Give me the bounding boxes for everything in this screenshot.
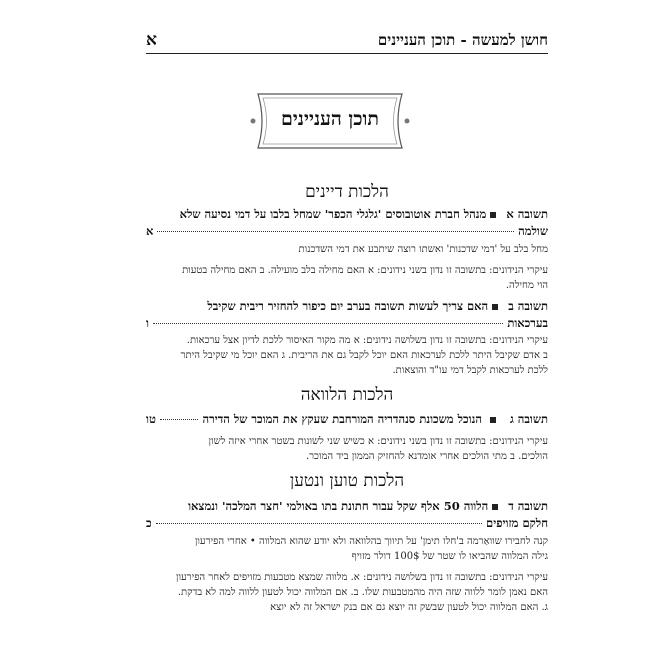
toc-entry[interactable] [146, 498, 548, 532]
entry-number: תשובה א [506, 207, 548, 221]
square-bullet-icon [492, 304, 498, 310]
entry-title-continued: חלקם מזויפים [486, 516, 548, 530]
entry-summary: עיקרי הנידונים: בתשובה זו נדון בשלושה נידונים: א. מלווה שמצא מטבעות מזויפים לאחר הפירעון [175, 572, 548, 583]
entry-summary: ללכת לערכאות לקבל דמי עו"ד והוצאות. [392, 365, 548, 376]
entry-title: הלווה 50 אלף שקל עבור חתונת בתו באולמי 'חצר המלכה' ונמצאו [188, 499, 489, 513]
entry-summary: גילה המלווה שהביאו לו שטר של 100$ דולר מזויף [351, 551, 548, 562]
entry-summary: מחל בלב על 'דמי שדכנות' ואשתו רוצה שיתבע את דמי השדכנות [298, 244, 548, 255]
section-heading: הלכות דיינים [305, 182, 389, 202]
entry-title: מנהל חברת אוטובוסים 'גלגלי הכפר' שמחל בלבו על דמי נסיעה שלא [179, 207, 487, 221]
toc-entry[interactable] [146, 206, 548, 240]
dot-leader [156, 522, 482, 524]
toc-entry[interactable] [146, 411, 548, 428]
entry-page: טו [146, 412, 156, 426]
entry-title-continued: שולמה [518, 224, 548, 238]
entry-summary: הוי מחילה. [505, 280, 548, 291]
title-cartouche [244, 88, 416, 154]
entry-title: הנוכל משכונת סנהדריה המורחבת שעקץ את המוכר של הדירה [202, 412, 482, 426]
entry-page: ו [146, 316, 149, 330]
section-heading: הלכות טוען ונטען [289, 471, 405, 491]
entry-number: תשובה ב [508, 299, 548, 313]
square-bullet-icon [492, 504, 498, 510]
entry-summary: ב אדם שקיבל היתר ללכת לערכאות האם יוכל לקבל גם את הריבית. ג האם יוכל מי שקיבל היתר [180, 350, 548, 361]
section-heading: הלכות הלוואה [300, 385, 394, 405]
entry-title: האם צריך לעשות תשובה בערב יום כיפור להחזיר ריבית שקיבל [207, 299, 489, 313]
entry-summary: עיקרי הנידונים: בתשובה זו נדון בשני נידונים: א כשיש שני לשונות בשטר אחרי איזה לשון [208, 436, 548, 447]
page-title: תוכן העניינים [280, 108, 380, 130]
entry-summary: האם נאמן לומר ללווה שזה היה מהמטבעות שלו. ב. אם המלווה יכול לטעון ללווה למה לא בדקת. [177, 587, 548, 598]
dot-leader [157, 230, 514, 232]
dot-leader [153, 322, 503, 324]
entry-summary: עיקרי הנידונים: בתשובה זו נדון בשני נידונים: א האם מחילה בלב מועילה. ב האם מחילה בטעות [182, 265, 548, 276]
entry-title-continued: בערכאות [507, 316, 548, 330]
running-title: חושן למעשה - תוכן העניינים [377, 31, 548, 49]
entry-number: תשובה ד [508, 499, 548, 513]
entry-summary: הולכים. ב מתי הולכים אחרי אומדנא להחזיק הממון ביד המוכר. [305, 451, 548, 462]
entry-summary: קנה לחבירו שוואַרמה ב'חלו תימן' על תיווך בהלוואה ולא יודע שהוא המלווה • אחרי הפירעון [194, 536, 548, 547]
dot-leader [160, 418, 199, 420]
square-bullet-icon [490, 212, 496, 218]
entry-page: א [146, 224, 154, 238]
entry-page: כ [146, 516, 152, 530]
square-bullet-icon [490, 417, 496, 423]
page-folio: א [146, 30, 157, 50]
toc-entry[interactable] [146, 298, 548, 332]
entry-summary: עיקרי הנידונים: בתשובה זו נדון בשלושה נידונים: א מה מקור האיסור ללכת לדיון אצל ערכאות. [186, 335, 548, 346]
running-head [146, 30, 548, 54]
entry-summary: ג. האם המלווה יכול לטעון שבשק זה יוצא גם אם בנק ישראל זה לא יוצא [270, 602, 548, 613]
entry-number: תשובה ג [509, 412, 548, 426]
